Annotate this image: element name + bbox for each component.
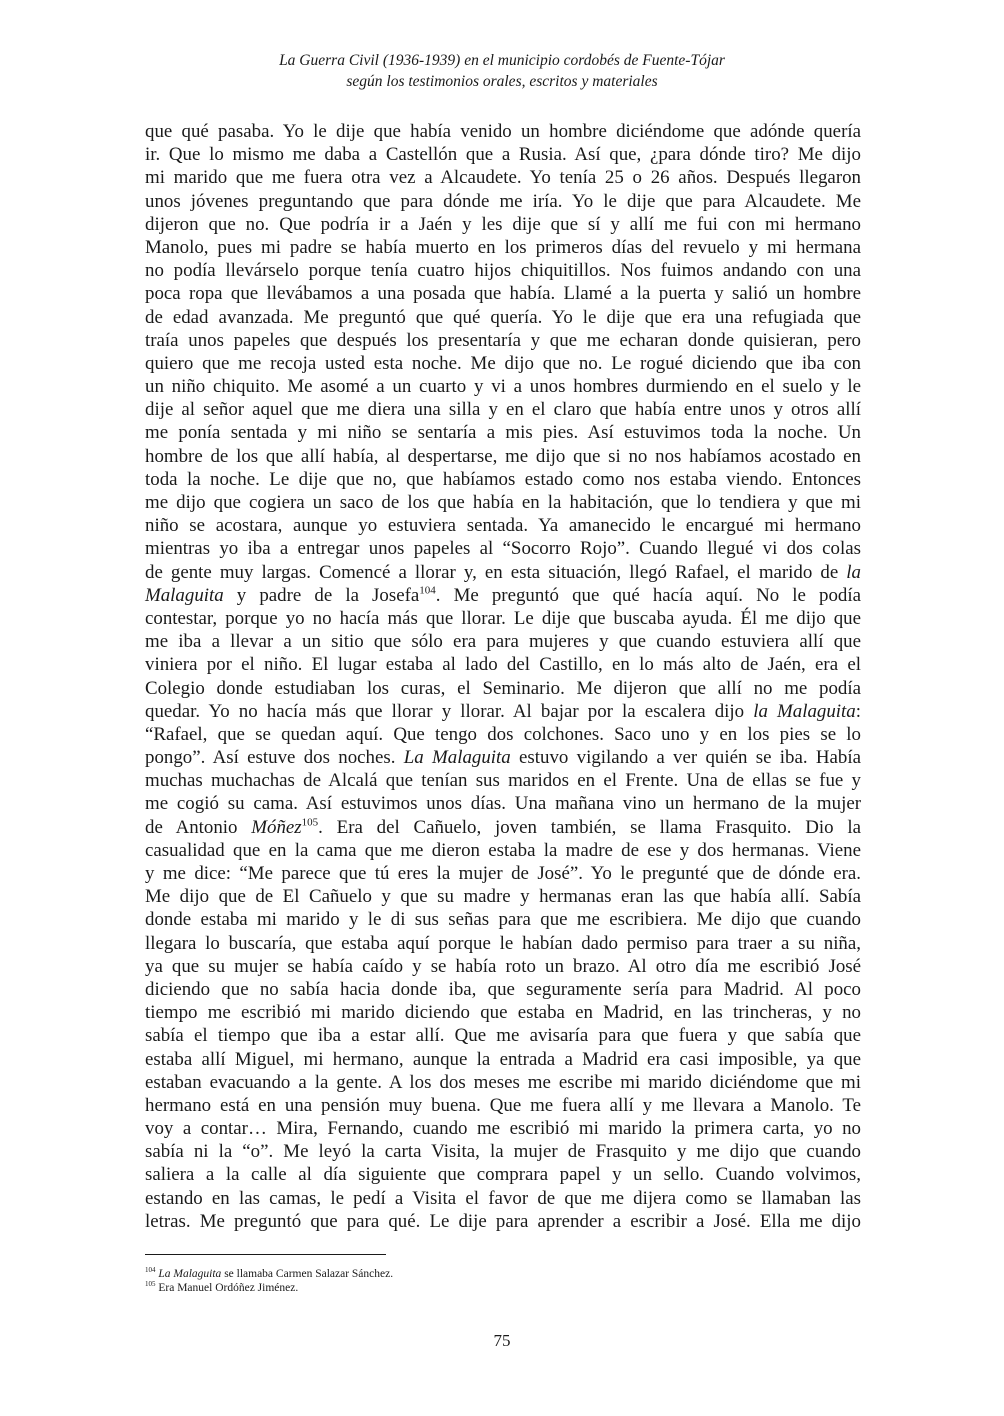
text-segment: estuvo vigilando a ver quién se iba. Había	[510, 747, 861, 769]
footnote-text: Era Manuel Ordóñez Jiménez.	[158, 1282, 299, 1294]
text-line: mientras yo iba a entregar unos papeles al “Socorro Rojo”. Cuando llegué vi dos colas	[145, 538, 861, 560]
text-segment: quedar. Yo no hacía más que llorar y llorar. Al bajar por la escalera dijo	[145, 700, 754, 722]
text-line: contestar, porque yo no hacía más que llorar. Le dije que buscaba ayuda. Él me dijo que	[145, 607, 861, 629]
running-header	[0, 50, 1004, 92]
text-segment: pongo”. Así estuve dos noches.	[145, 747, 404, 769]
text-line: llegara lo buscaría, que estaba aquí porque le habían dado permiso para traer a su niña,	[145, 932, 861, 954]
text-line: sabía ni la “o”. Me leyó la carta Visita, la mujer de Frasquito y me dijo que cuando	[145, 1141, 861, 1163]
text-segment: . Era del Cañuelo, joven también, se llama Frasquito. Dio la	[318, 816, 861, 838]
text-line: me ponía sentada y mi niño se sentaría a mis pies. Así estuvimos toda la noche. Un	[145, 422, 861, 444]
text-line: hombre de los que allí había, al despertarse, me dijo que si no nos habíamos acostado en	[145, 445, 861, 467]
page-number: 75	[493, 1331, 511, 1350]
text-segment: . Me preguntó que qué hacía aquí. No le podía	[435, 584, 861, 606]
text-segment: y padre de la Josefa	[223, 584, 420, 606]
italic-name: Malaguita	[145, 584, 224, 606]
text-line: quiero que me recoja usted esta noche. Me dijo que no. Le rogué diciendo que iba con	[145, 352, 861, 374]
footnote-104	[145, 1267, 861, 1281]
italic-name: Móñez	[251, 816, 302, 838]
text-line: toda la noche. Le dije que no, que habíamos estado como nos estaba viendo. Entonces	[145, 468, 861, 490]
italic-name: La Malaguita	[403, 747, 511, 769]
text-line: traía unos papeles que después los presentaría y que me echaran donde quisieran, pero	[145, 329, 861, 351]
text-segment: de gente muy largas. Comencé a llorar y, en esta situación, llegó Rafael, el marido de	[145, 561, 839, 583]
footnote-number: 104	[145, 1266, 156, 1275]
text-line: hermano está en una pensión muy buena. Que me fuera allí y me llevara a Manolo. Te	[145, 1094, 861, 1116]
text-line: “Rafael, que se quedan aquí. Que tengo dos colchones. Saco uno y en los pies se lo	[145, 723, 861, 745]
text-line: me dijo que cogiera un saco de los que había en la habitación, que lo tendiera y que mi	[145, 492, 861, 513]
text-segment: de Antonio	[145, 816, 252, 838]
text-line	[145, 746, 861, 769]
text-line: diciendo que no sabía hacia donde iba, que seguramente sería para Madrid. Al poco	[145, 978, 861, 1000]
footnote-separator	[145, 1254, 386, 1255]
body-text	[145, 120, 861, 1233]
text-line: unos jóvenes preguntando que para dónde me iría. Yo le dije que para Alcaudete. Me	[145, 190, 861, 212]
text-line: voy a contar… Mira, Fernando, cuando me escribió mi marido la primera carta, yo no	[145, 1118, 861, 1140]
text-line: Manolo, pues mi padre se había muerto en los primeros días del revuelo y mi hermana	[145, 236, 861, 258]
italic-la: la	[846, 561, 861, 583]
text-line: casualidad que en la cama que me dieron estaba la madre de ese y dos hermanas. Viene	[145, 839, 861, 861]
text-line: no podía llevárselo porque tenía cuatro hijos chiquitillos. Nos fuimos andando con una	[145, 260, 861, 282]
text-line: saliera a la calle al día siguiente que comprara papel y un sello. Cuando volvimos,	[145, 1164, 861, 1186]
text-line: que qué pasaba. Yo le dije que había venido un hombre diciéndome que adónde quería	[145, 121, 861, 142]
footnote-italic: La Malaguita	[158, 1268, 222, 1280]
text-line: y me dice: “Me parece que tú eres la mujer de José”. Yo le pregunté que de dónde era.	[145, 863, 861, 884]
text-line: mi marido que me fuera otra vez a Alcaudete. Yo tenía 25 o 26 años. Después llegaron	[145, 167, 861, 189]
text-line: ir. Que lo mismo me daba a Castellón que a Rusia. Así que, ¿para dónde tiro? Me dijo	[145, 144, 861, 166]
text-line: ya que su mujer se había caído y se había roto un brazo. Al otro día me escribió José	[145, 955, 861, 977]
text-line: estaban evacuando a la gente. A los dos meses me escribe mi marido diciéndome que mi	[145, 1071, 861, 1093]
text-line: poca ropa que llevábamos a una posada que había. Llamé a la puerta y salió un hombre	[145, 283, 861, 305]
footnote-number: 105	[145, 1280, 156, 1289]
footnote-text: se llamaba Carmen Salazar Sánchez.	[221, 1268, 394, 1280]
text-line: de edad avanzada. Me preguntó que qué quería. Yo le dije que era una refugiada que	[145, 306, 861, 328]
text-line: estaba allí Miguel, mi hermano, aunque la entrada a Madrid era casi imposible, ya que	[145, 1048, 861, 1070]
text-line	[145, 584, 861, 607]
footnote-ref[interactable]: 104	[419, 584, 436, 597]
footnote-105	[145, 1281, 861, 1295]
text-line: me iba a llevar a un sitio que sólo era para mujeres y que cuando estuviera allí que	[145, 631, 861, 653]
italic-name: la Malaguita	[753, 700, 856, 722]
text-line: letras. Me preguntó que para qué. Le dije para aprender a escribir a José. Ella me dijo	[145, 1210, 861, 1232]
text-segment: :	[855, 700, 861, 722]
text-line: dijeron que no. Que podría ir a Jaén y les dije que sí y allí me fui con mi hermano	[145, 213, 861, 235]
text-line: dije al señor aquel que me diera una silla y en el claro que había entre unos y otros allí	[145, 399, 861, 421]
footnote-ref[interactable]: 105	[301, 816, 319, 829]
running-header-subtitle: según los testimonios orales, escritos y materiales	[346, 73, 658, 90]
text-line: tiempo me escribió mi marido diciendo que estaba en Madrid, en las trincheras, y no	[145, 1002, 861, 1024]
text-line: sabía el tiempo que iba a estar allí. Que me avisaría para que fuera y que sabía que	[145, 1025, 861, 1047]
text-line	[145, 561, 861, 584]
text-line: niño se acostara, aunque yo estuviera sentada. Ya amanecido le encargué mi hermano	[145, 515, 861, 537]
footnotes	[145, 1267, 861, 1295]
text-line: estando en las camas, le pedí a Visita el favor de que me dijera como se llamaban las	[145, 1187, 861, 1209]
text-line: me cogió su cama. Así estuvimos unos días. Una mañana vino un hermano de la mujer	[145, 793, 861, 815]
running-header-title: La Guerra Civil (1936-1939) en el municipio cordobés de Fuente-Tójar	[279, 52, 725, 69]
text-line: muchas muchachas de Alcalá que tenían sus maridos en el Frente. Una de ellas se fue y	[145, 770, 861, 792]
text-line: un niño chiquito. Me asomé a un cuarto y vi a unos hombres durmiendo en el suelo y le	[145, 376, 861, 398]
text-line: viniera por el niño. El lugar estaba al lado del Castillo, en lo más alto de Jaén, era el	[145, 654, 861, 676]
text-line: Me dijo que de El Cañuelo y que su madre y hermanas eran las que había allí. Sabía	[145, 886, 861, 908]
text-line	[145, 816, 861, 839]
text-line	[145, 700, 861, 723]
text-line: donde estaba mi marido y le di sus señas para que me escribiera. Me dijo que cuando	[145, 909, 861, 931]
text-line: Colegio donde estudiaban los curas, el Seminario. Me dijeron que allí no me podía	[145, 677, 861, 699]
